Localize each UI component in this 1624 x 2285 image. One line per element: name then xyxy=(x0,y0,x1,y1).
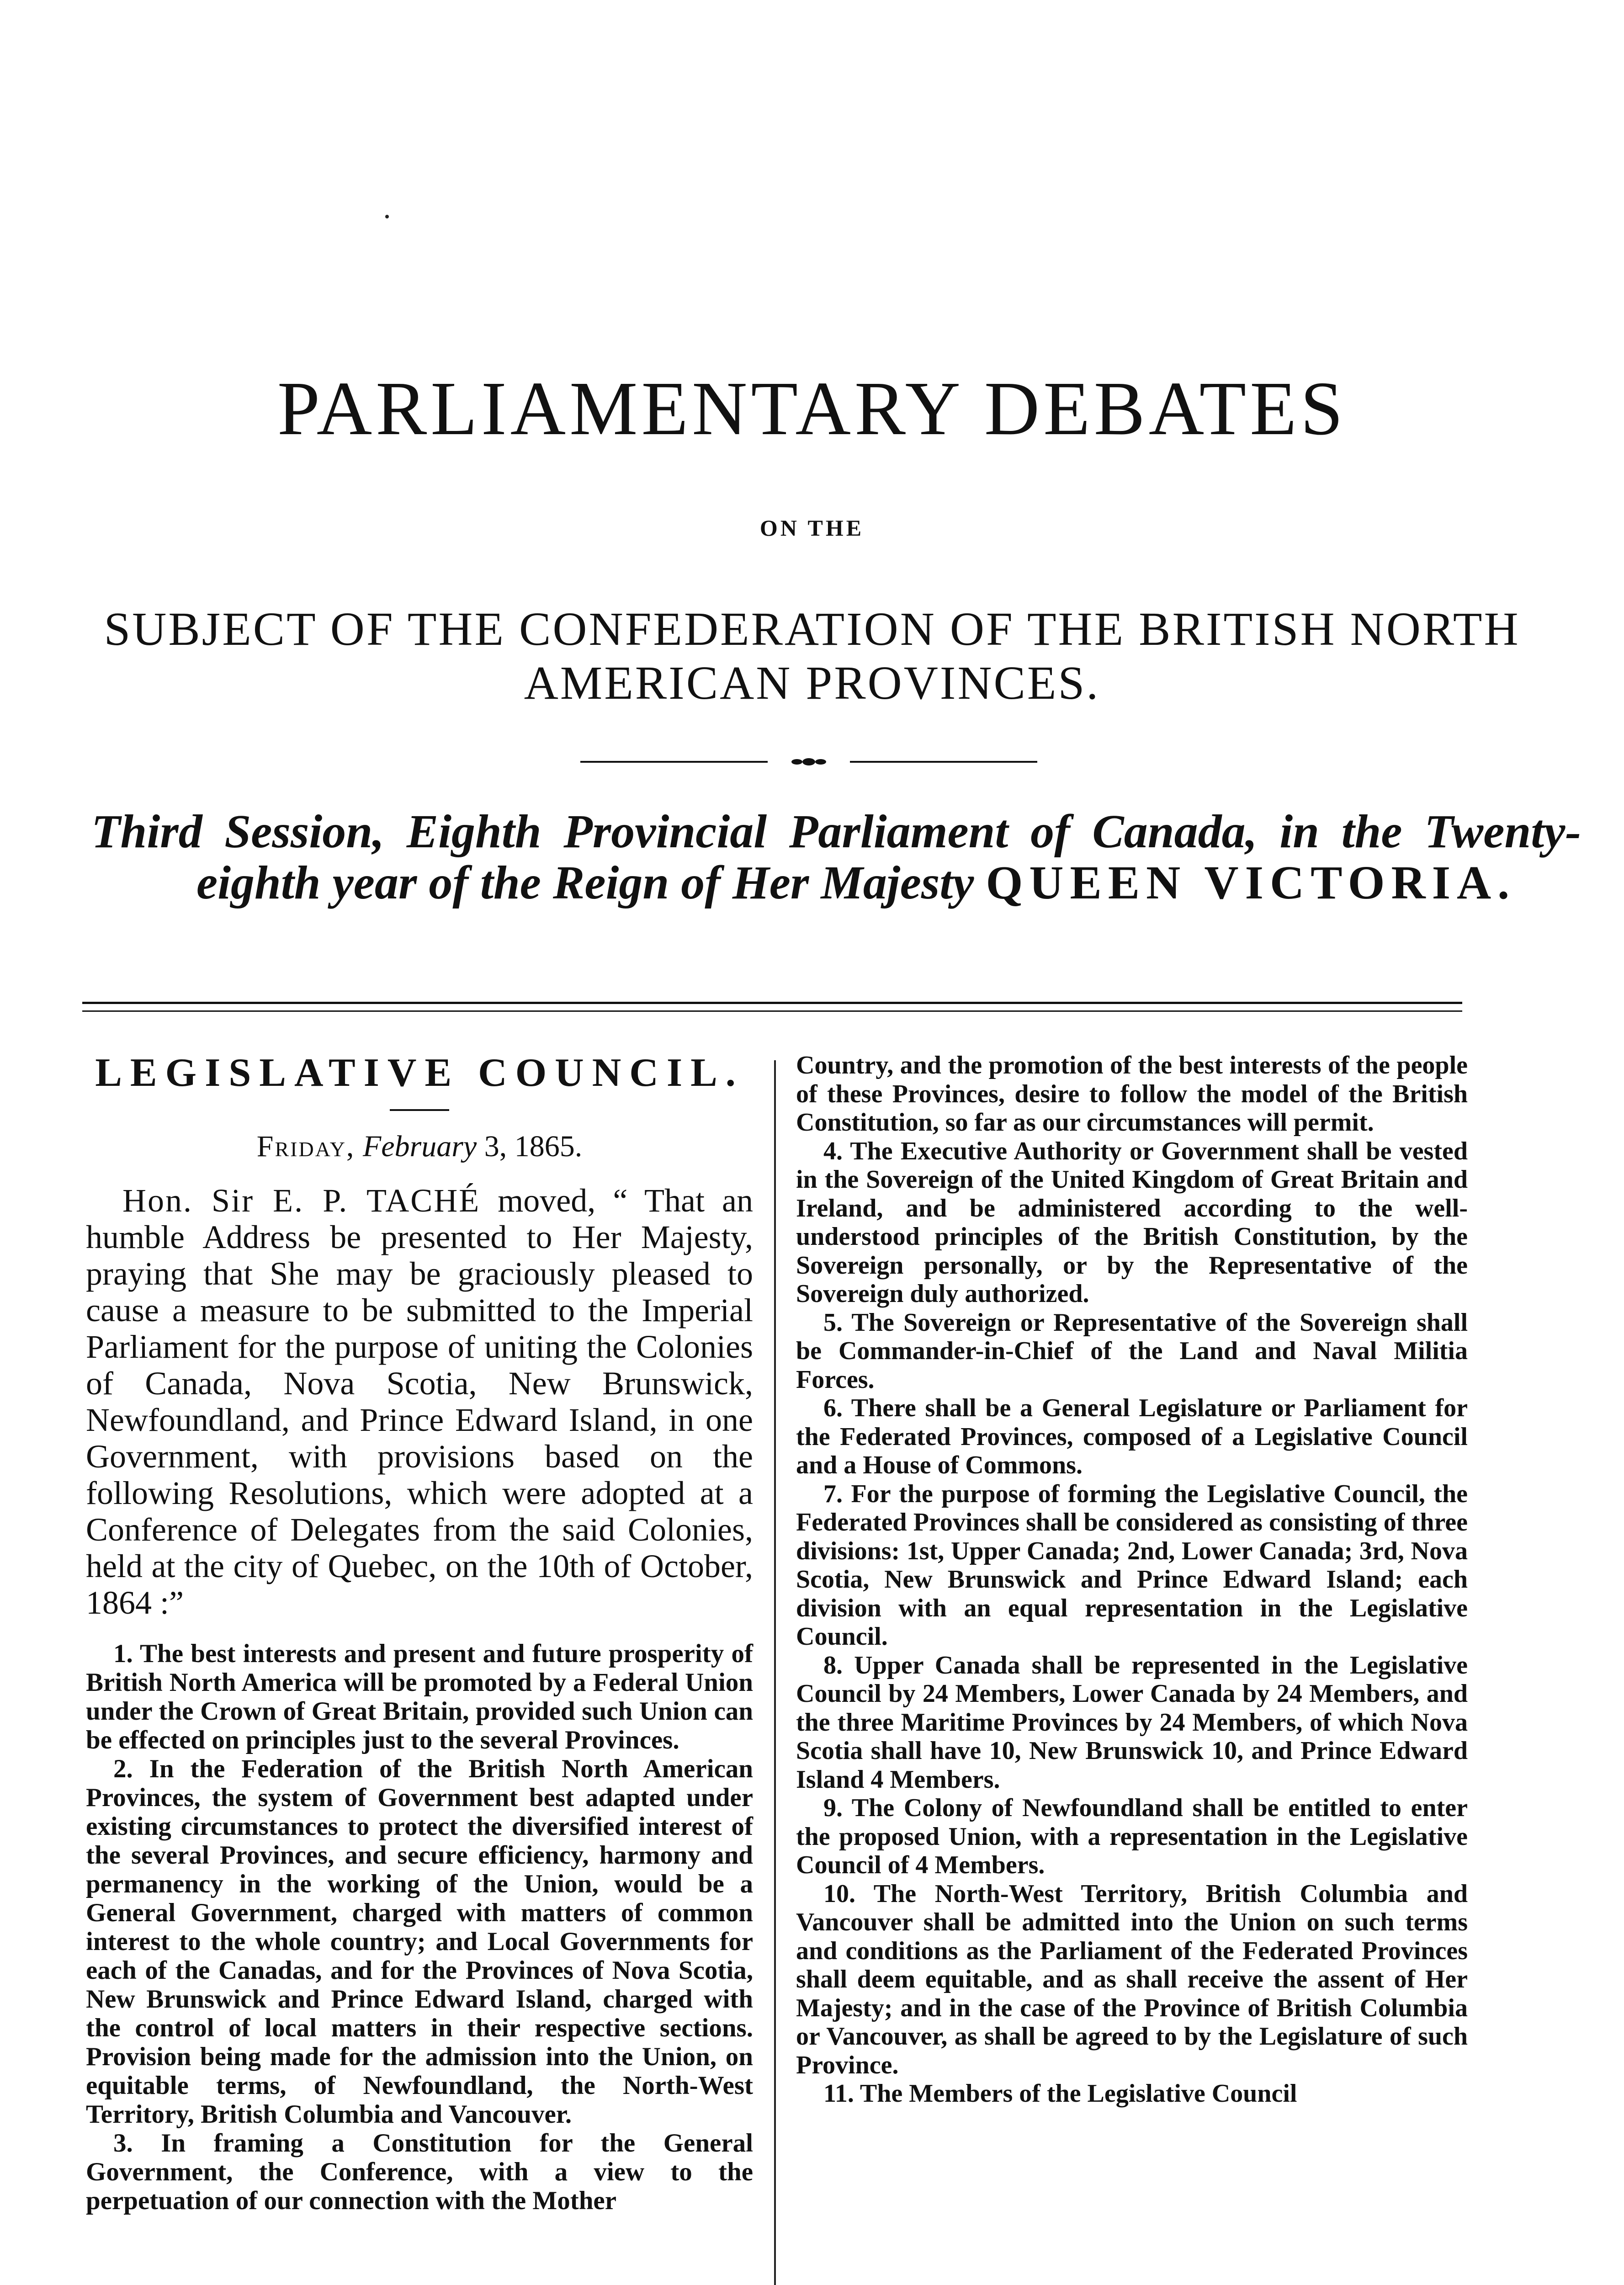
sitting-date xyxy=(86,1129,753,1164)
resolution-10: 10. The North-West Territory, British Columbia and Vancouver shall be admitted into the Union on such terms and conditions as the Parliament of the Federated Provinces shall deem equitable, and as shall receive the assent of Her Majesty; and in the case of the Province of British Columbia or Vancouver, as shall be agreed to by the Legislature of such Province. xyxy=(796,1879,1468,2079)
resolution-2: 2. In the Federation of the British North American Provinces, the system of Government best adapted under existing circumstances to protect the diversified interest of the several Provinces, and secure efficiency, harmony and permanency in the working of the Union, would be a General Government, charged with matters of common interest to the whole country; and Local Governments for each of the Canadas, and for the Provinces of Nova Scotia, New Brunswick and Prince Edward Island, charged with the control of local matters in their respective sections. Provision being made for the admission into the Union, on equitable terms, of Newfoundland, the North-West Territory, British Columbia and Vancouver. xyxy=(86,1754,753,2129)
resolution-6: 6. There shall be a General Legislature or Parliament for the Federated Provinces, composed of a Legislative Council and a House of Commons. xyxy=(796,1394,1468,1479)
session-queen: QUEEN VICTORIA. xyxy=(986,856,1516,909)
resolution-1: 1. The best interests and present and future prosperity of British North America will be promoted by a Federal Union under the Crown of Great Britain, provided such Union can be effected on principles just to the several Provinces. xyxy=(86,1639,753,1754)
on-the-label: ON THE xyxy=(759,515,865,541)
title-ornament xyxy=(580,757,1037,766)
column-divider xyxy=(774,1060,776,2285)
date-day: Friday, xyxy=(256,1129,356,1163)
resolution-4: 4. The Executive Authority or Government shall be vested in the Sovereign of the United Kingdom of Great Britain and Ireland, and be administered according to the well-understood principles of the British Constitution, by the Sovereign personally, or by the Representative of the Sovereign duly authorized. xyxy=(796,1137,1468,1308)
header-double-rule xyxy=(82,1002,1462,1018)
resolution-9: 9. The Colony of Newfoundland shall be entitled to enter the proposed Union, with a representation in the Legislative Council of 4 Members. xyxy=(796,1794,1468,1879)
left-column xyxy=(86,1051,753,2215)
motion-text: moved, “ That an humble Address be presented to Her Majesty, praying that She may be graciously pleased to cause a measure to be submitted to the Imperial Parliament for the purpose of uniting the Colonies of Canada, Nova Scotia, New Brunswick, Newfoundland, and Prince Edward Island, in one Government, with provisions based on the following Resolutions, which were adopted at a Conference of Delegates from the said Colonies, held at the city of Quebec, on the 10th of October, 1864 :” xyxy=(86,1182,753,1621)
session-statement xyxy=(91,806,1581,909)
date-month: February xyxy=(362,1129,477,1163)
motion-paragraph xyxy=(86,1182,753,1621)
resolution-5: 5. The Sovereign or Representative of the Sovereign shall be Commander-in-Chief of the Land and Naval Militia Forces. xyxy=(796,1308,1468,1394)
session-text: Third Session, Eighth Provincial Parliament of Canada, in the Twenty-eighth year of the Reign of Her Majesty xyxy=(91,805,1581,909)
subject-heading: SUBJECT OF THE CONFEDERATION OF THE BRITISH NORTH AMERICAN PROVINCES. xyxy=(104,603,1520,709)
page-title: PARLIAMENTARY DEBATES xyxy=(277,366,1347,451)
resolution-3-continued: Country, and the promotion of the best interests of the people of these Provinces, desire to follow the model of the British Constitution, so far as our circumstances will permit. xyxy=(796,1051,1468,1137)
resolution-3: 3. In framing a Constitution for the General Government, the Conference, with a view to the perpetuation of our connection with the Mother xyxy=(86,2128,753,2215)
motion-speaker: Hon. Sir E. P. TACHÉ xyxy=(122,1182,481,1219)
resolution-7: 7. For the purpose of forming the Legislative Council, the Federated Provinces shall be considered as consisting of three divisions: 1st, Upper Canada; 2nd, Lower Canada; 3rd, Nova Scotia, New Brunswick and Prince Edward Island; each division with an equal representation in the Legislative Council. xyxy=(796,1479,1468,1651)
ornament-diamond-icon xyxy=(791,757,827,767)
date-rest: 3, 1865. xyxy=(484,1129,583,1163)
resolution-11: 11. The Members of the Legislative Council xyxy=(823,2079,1297,2108)
right-column xyxy=(796,1051,1468,2108)
stray-mark xyxy=(385,215,389,218)
section-heading: LEGISLATIVE COUNCIL. xyxy=(95,1051,744,1095)
resolution-8: 8. Upper Canada shall be represented in the Legislative Council by 24 Members, Lower Canada by 24 Members, and the three Maritime Provinces by 24 Members, of which Nova Scotia shall have 10, New Brunswick 10, and Prince Edward Island 4 Members. xyxy=(796,1651,1468,1794)
heading-rule xyxy=(390,1109,449,1111)
